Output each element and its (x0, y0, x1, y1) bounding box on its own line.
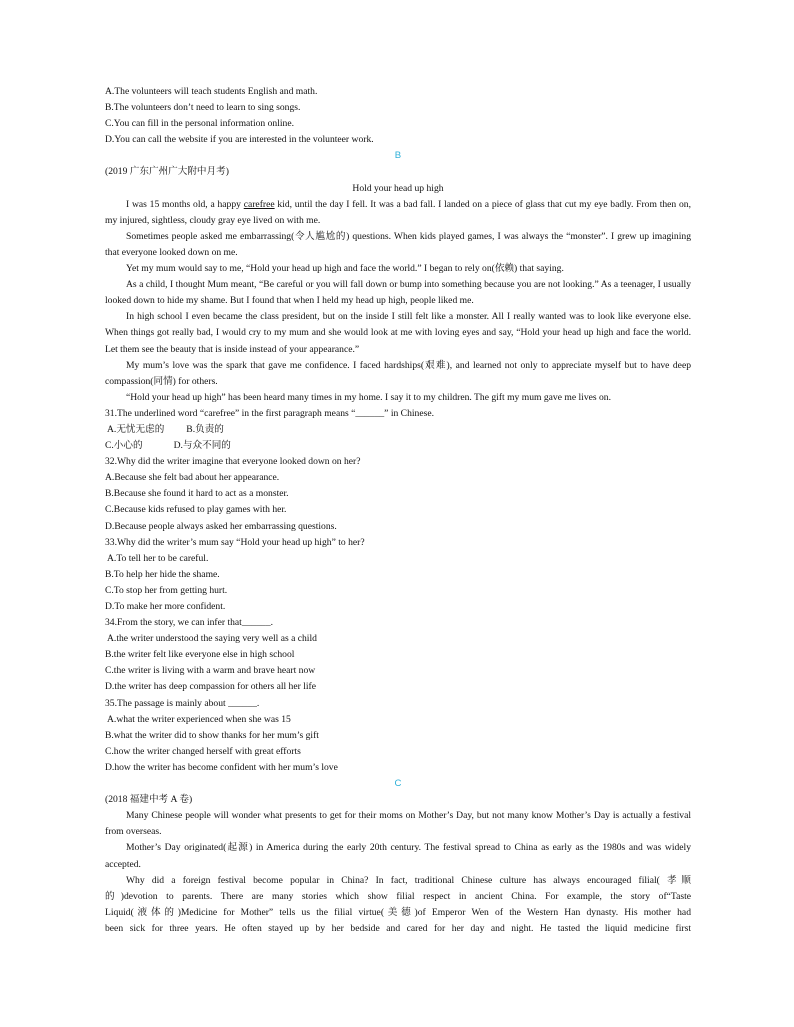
passage-paragraph-1: I was 15 months old, a happy carefree kid, until the day I fell. It was a bad fall. I landed on a piece of glass that cut my eye badly. From then on, my injured, sightless, cloudy gray eye lived on with me. (105, 198, 691, 226)
question-35-option-c: C.how the writer changed herself with great efforts (105, 745, 301, 757)
question-31-options-row-1 (105, 422, 691, 438)
question-34-option-b: B.the writer felt like everyone else in high school (105, 649, 295, 661)
question-31-option-a: A.无忧无虑的 (107, 423, 165, 435)
question-34-stem: 34.From the story, we can infer that______. (105, 617, 274, 629)
passage-c-paragraph-3-line: Liquid(液体的)Medicine for Mother” tells us the filial virtue(美德)of Emperor Wen of the Western Han dynasty. His mother had (105, 906, 691, 918)
question-35-stem: 35.The passage is mainly about ______. (105, 697, 260, 709)
section-b-source: (2019 广东广州广大附中月考) (105, 166, 229, 178)
question-34-option-a: A.the writer understood the saying very well as a child (107, 633, 317, 645)
question-32-option-b: B.Because she found it hard to act as a monster. (105, 488, 289, 500)
prev-option-d: D.You can call the website if you are interested in the volunteer work. (105, 134, 374, 146)
passage-c-paragraph-2: Mother’s Day originated(起源) in America during the early 20th century. The festival spread to China as early as the 1980s and was widely accepted. (105, 842, 691, 870)
question-31-option-c: C.小心的 (105, 440, 143, 452)
section-marker-c: C (394, 778, 402, 790)
passage-paragraph-5: In high school I even became the class president, but on the inside I still felt like a monster. All I really wanted was to look like everyone else. When things got really bad, I would cry to my mum and she would look at me with loving eyes and say, “Hold your head up high and face the world. Let them see the beauty that is inside instead of your appearance.” (105, 311, 691, 355)
passage-c-paragraph-3-line: been sick for three years. He often stayed up by her bedside and cared for her day and night. He tasted the liquid medicine first (105, 922, 691, 934)
prev-option-c: C.You can fill in the personal information online. (105, 118, 295, 130)
passage-paragraph-4: As a child, I thought Mum meant, “Be careful or you will fall down or bump into something because you are not looking.” As a teenager, I usually looked down to hide my shame. But I found that when I held my head up high, people liked me. (105, 279, 691, 307)
passage-c-paragraph-3-line: Why did a foreign festival become popular in China? In fact, traditional Chinese culture has always encouraged filial( 孝顺 (126, 874, 691, 886)
question-35-option-d: D.how the writer has become confident with her mum’s love (105, 761, 338, 773)
prev-option-b: B.The volunteers don’t need to learn to sing songs. (105, 102, 301, 114)
question-33-option-c: C.To stop her from getting hurt. (105, 584, 228, 596)
passage-c-paragraph-3 (105, 873, 691, 937)
passage-title: Hold your head up high (352, 182, 444, 194)
passage-c-paragraph-3-line: 的)devotion to parents. There are many stories which show filial respect in ancient China. For example, the story of“Taste (105, 890, 691, 902)
question-35-option-b: B.what the writer did to show thanks for her mum’s gift (105, 729, 319, 741)
question-35-option-a: A.what the writer experienced when she was 15 (107, 713, 291, 725)
passage-c-paragraph-1: Many Chinese people will wonder what presents to get for their moms on Mother’s Day, but not many know Mother’s Day is actually a festival from overseas. (105, 810, 691, 838)
question-32-option-d: D.Because people always asked her embarrassing questions. (105, 520, 337, 532)
question-32-option-a: A.Because she felt bad about her appearance. (105, 472, 280, 484)
passage-paragraph-7: “Hold your head up high” has been heard many times in my home. I say it to my children. The gift my mum gave me lives on. (126, 391, 611, 403)
question-31-stem: 31.The underlined word “carefree” in the first paragraph means “______” in Chinese. (105, 407, 434, 419)
question-33-option-a: A.To tell her to be careful. (107, 552, 209, 564)
question-33-option-d: D.To make her more confident. (105, 601, 226, 612)
section-marker-b: B (394, 150, 402, 162)
underlined-word: carefree (243, 198, 275, 210)
question-31-option-d: D.与众不同的 (173, 440, 231, 452)
question-33-option-b: B.To help her hide the shame. (105, 568, 220, 580)
passage-paragraph-3: Yet my mum would say to me, “Hold your head up high and face the world.” I began to rely on(依赖) that saying. (126, 263, 564, 275)
question-31-option-b: B.负责的 (186, 423, 224, 435)
question-32-stem: 32.Why did the writer imagine that everyone looked down on her? (105, 456, 361, 468)
question-34-option-c: C.the writer is living with a warm and brave heart now (105, 665, 316, 677)
prev-option-a: A.The volunteers will teach students English and math. (105, 86, 318, 97)
question-32-option-c: C.Because kids refused to play games with her. (105, 504, 287, 516)
passage-paragraph-2: Sometimes people asked me embarrassing(令人尴尬的) questions. When kids played games, I was always the “monster”. I grew up imagining that everyone looked down on me. (105, 230, 691, 258)
question-33-stem: 33.Why did the writer’s mum say “Hold your head up high” to her? (105, 536, 365, 548)
question-31-options-row-2 (105, 438, 691, 454)
section-c-source: (2018 福建中考 A 卷) (105, 794, 193, 806)
question-34-option-d: D.the writer has deep compassion for others all her life (105, 681, 316, 693)
passage-paragraph-6: My mum’s love was the spark that gave me confidence. I faced hardships(艰难), and learned not only to appreciate myself but to have deep compassion(同情) for others. (105, 359, 691, 387)
document-page (105, 84, 691, 937)
